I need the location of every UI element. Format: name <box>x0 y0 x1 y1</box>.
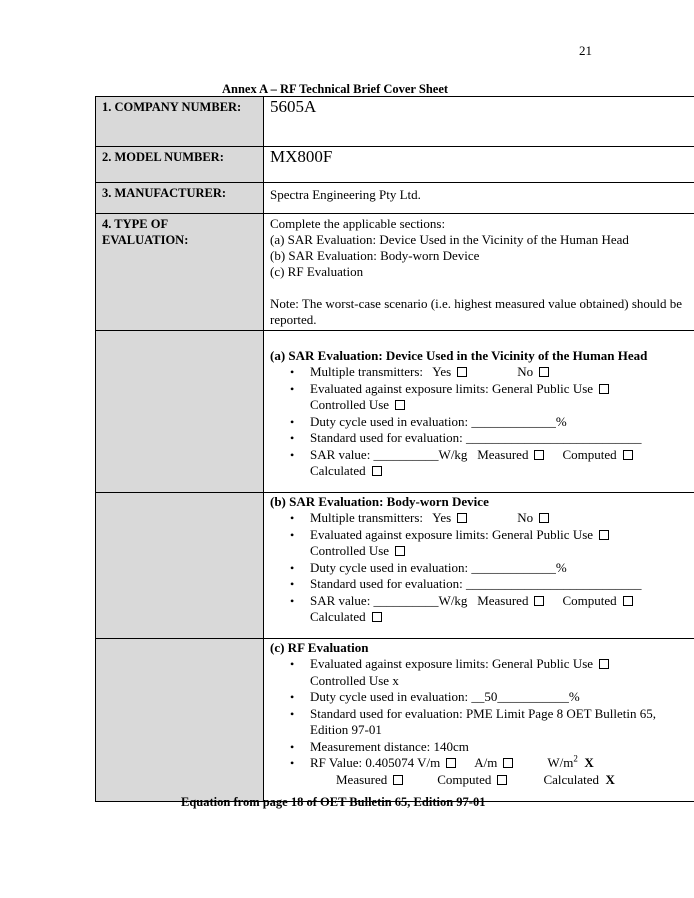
list-item: • Standard used for evaluation: PME Limit Page 8 OET Bulletin 65, Edition 97-01 <box>310 706 689 739</box>
page-number: 21 <box>579 43 592 58</box>
model-number-label: 2. MODEL NUMBER: <box>96 147 264 183</box>
list-item: • Duty cycle used in evaluation: _____________% <box>310 414 689 431</box>
section-a-cell <box>264 331 694 493</box>
checkbox-general-public[interactable] <box>599 530 609 540</box>
section-c-label-cell <box>96 639 264 802</box>
checkbox-yes[interactable] <box>457 513 467 523</box>
checkbox-yes[interactable] <box>457 367 467 377</box>
checkbox-measured[interactable] <box>393 775 403 785</box>
manufacturer-label: 3. MANUFACTURER: <box>96 183 264 214</box>
checkbox-measured[interactable] <box>534 450 544 460</box>
checkbox-am[interactable] <box>503 758 513 768</box>
list-item: • Standard used for evaluation: ___________________________ <box>310 576 689 593</box>
eval-line: (b) SAR Evaluation: Body-worn Device <box>270 248 480 263</box>
list-item: • Evaluated against exposure limits: General Public Use Controlled Use x <box>310 656 689 689</box>
footer-note: Equation from page 18 of OET Bulletin 65, Edition 97-01 <box>181 795 486 809</box>
section-a-label-cell <box>96 331 264 493</box>
cover-sheet-table <box>95 96 694 802</box>
list-item: • RF Value: 0.405074 V/m A/m $W/m^2$ X Measured Computed Calculated X <box>310 755 689 788</box>
checkbox-no[interactable] <box>539 367 549 377</box>
list-item: • SAR value: __________W/kg Measured Computed Calculated <box>310 447 689 480</box>
list-item: • Duty cycle used in evaluation: _____________% <box>310 560 689 577</box>
section-c-heading: (c) RF Evaluation <box>270 640 369 655</box>
page-title: Annex A – RF Technical Brief Cover Sheet <box>222 82 449 96</box>
eval-note: Note: The worst-case scenario (i.e. highest measured value obtained) should be reported. <box>270 296 683 327</box>
list-item: • Multiple transmitters: Yes No <box>310 364 689 381</box>
eval-line: (c) RF Evaluation <box>270 264 364 279</box>
section-b-heading: (b) SAR Evaluation: Body-worn Device <box>270 494 489 509</box>
list-item: • Standard used for evaluation: ___________________________ <box>310 430 689 447</box>
checkbox-controlled[interactable] <box>395 400 405 410</box>
checkbox-calculated[interactable] <box>372 612 382 622</box>
checkbox-vm[interactable] <box>446 758 456 768</box>
list-item: • Duty cycle used in evaluation: __50___________% <box>310 689 689 706</box>
checkbox-general-public[interactable] <box>599 384 609 394</box>
list-item: • SAR value: __________W/kg Measured Computed Calculated <box>310 593 689 626</box>
list-item: • Evaluated against exposure limits: General Public Use Controlled Use <box>310 527 689 560</box>
list-item: • Multiple transmitters: Yes No <box>310 510 689 527</box>
list-item: • Evaluated against exposure limits: General Public Use Controlled Use <box>310 381 689 414</box>
list-item: • Measurement distance: 140cm <box>310 739 689 756</box>
evaluation-type-value <box>264 214 694 331</box>
checkbox-calculated[interactable] <box>372 466 382 476</box>
eval-line: (a) SAR Evaluation: Device Used in the Vicinity of the Human Head <box>270 232 629 247</box>
evaluation-type-label: 4. TYPE OF EVALUATION: <box>96 214 264 331</box>
company-number-label: 1. COMPANY NUMBER: <box>96 97 264 147</box>
section-c-cell <box>264 639 694 802</box>
eval-line: Complete the applicable sections: <box>270 216 446 231</box>
section-b-cell <box>264 493 694 639</box>
checkbox-measured[interactable] <box>534 596 544 606</box>
manufacturer-value: Spectra Engineering Pty Ltd. <box>264 183 694 214</box>
checkbox-computed[interactable] <box>623 596 633 606</box>
checkbox-no[interactable] <box>539 513 549 523</box>
company-number-value: 5605A <box>264 97 694 147</box>
section-a-heading: (a) SAR Evaluation: Device Used in the Vicinity of the Human Head <box>270 348 648 363</box>
model-number-value: MX800F <box>264 147 694 183</box>
wm-x-mark: X <box>584 755 594 770</box>
checkbox-computed[interactable] <box>623 450 633 460</box>
checkbox-controlled[interactable] <box>395 546 405 556</box>
calculated-x-mark: X <box>605 771 615 787</box>
section-b-label-cell <box>96 493 264 639</box>
checkbox-general-public[interactable] <box>599 659 609 669</box>
checkbox-computed[interactable] <box>497 775 507 785</box>
